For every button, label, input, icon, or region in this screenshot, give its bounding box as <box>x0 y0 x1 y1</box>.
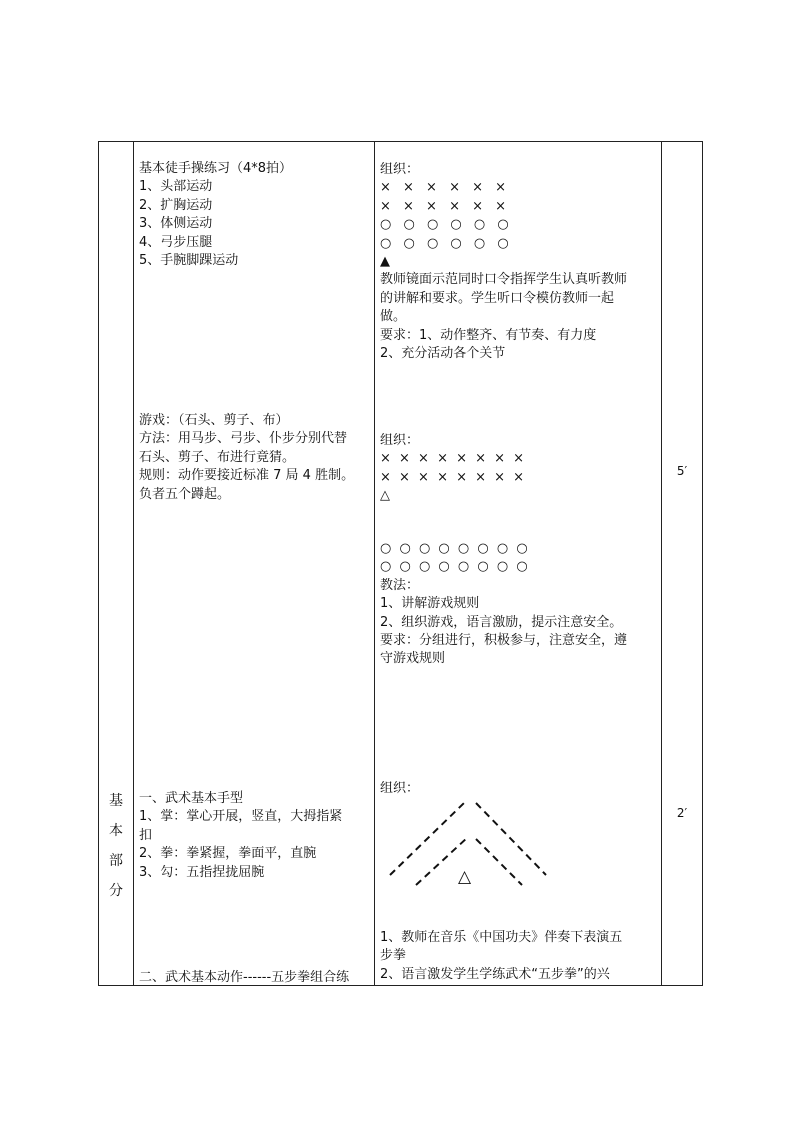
step-text: 1、教师在音乐《中国功夫》伴奏下表演五 <box>380 930 623 945</box>
wushu-hook: 3、勾：五指捏拢屈腕 <box>139 864 265 880</box>
org-block-3 <box>380 780 655 798</box>
game-method: 石头、剪子、布进行竟猜。 <box>139 449 296 465</box>
org-requirement: 要求：1、动作整齐、有节奏、有力度 <box>380 327 597 343</box>
org-description: 的讲解和要求。学生听口令模仿教师一起 <box>380 290 615 306</box>
exercise-item: 1、头部运动 <box>139 179 213 195</box>
section-char: 本 <box>109 823 123 839</box>
exercise-item: 2、扩胸运动 <box>139 197 213 213</box>
wushu-part2-block <box>139 969 368 985</box>
org-requirement: 2、充分活动各个关节 <box>380 346 506 362</box>
teacher-triangle-icon: △ <box>458 867 472 887</box>
org-block-2 <box>380 432 655 506</box>
wushu-block <box>139 790 368 882</box>
method-label: 教法： <box>380 577 420 593</box>
section-char: 基 <box>109 793 123 809</box>
section-char: 分 <box>109 883 123 899</box>
formation-row-x: × × × × × × × × <box>380 451 527 467</box>
content-column <box>133 142 374 985</box>
org-label: 组织： <box>380 433 420 448</box>
org-block-1 <box>380 161 655 363</box>
step-text: 2、语言激发学生学练武术“五步拳”的兴 <box>380 966 610 982</box>
game-rule: 负者五个蹲起。 <box>139 486 231 502</box>
teacher-position <box>458 868 655 886</box>
exercise-item: 4、弓步压腿 <box>139 234 213 250</box>
time-value: 5′ <box>676 464 688 478</box>
game-title: 游戏：（石头、剪子、布） <box>139 413 289 428</box>
formation-row-o: ○ ○ ○ ○ ○ ○ <box>380 235 513 251</box>
teacher-triangle-icon: △ <box>380 488 390 504</box>
time-value: 2′ <box>676 806 688 820</box>
formation-line-outer-right <box>476 803 546 875</box>
game-rule: 规则：动作要接近标准 7 局 4 胜制。 <box>139 468 355 484</box>
wushu-palm: 1、掌：掌心开展，竖直，大拇指紧 <box>139 809 343 825</box>
wushu-palm: 扣 <box>139 827 153 843</box>
wushu-fist: 2、拳：拳紧握，拳面平，直腕 <box>139 846 317 862</box>
org-label: 组织： <box>380 781 420 796</box>
exercise-block <box>139 160 368 270</box>
step-text: 步拳 <box>380 948 407 964</box>
exercise-title: 基本徒手操练习（4*8拍） <box>139 161 293 176</box>
formation-line-outer-left <box>390 803 464 875</box>
org-block-3-steps <box>380 929 655 984</box>
section-char: 部 <box>109 853 123 869</box>
teacher-filled-triangle-icon: ▲ <box>380 254 390 270</box>
org-description: 教师镜面示范同时口令指挥学生认真听教师 <box>380 272 628 288</box>
method-item: 1、讲解游戏规则 <box>380 596 480 612</box>
exercise-item: 3、体侧运动 <box>139 216 213 232</box>
org-label: 组织： <box>380 162 420 177</box>
method-item: 2、组织游戏，语言激励，提示注意安全。 <box>380 614 623 630</box>
game-block <box>139 412 368 504</box>
time-column <box>661 142 703 985</box>
org-requirement: 守游戏规则 <box>380 651 446 667</box>
section-column <box>99 142 133 985</box>
game-method: 方法：用马步、弓步、仆步分别代替 <box>139 431 348 447</box>
formation-row-o: ○ ○ ○ ○ ○ ○ ○ ○ <box>380 541 530 556</box>
formation-row-x: × × × × × × <box>380 198 511 214</box>
formation-row-x: × × × × × × × × <box>380 469 527 485</box>
formation-row-o: ○ ○ ○ ○ ○ ○ ○ ○ <box>380 559 530 575</box>
organization-column <box>374 142 661 985</box>
org-requirement: 要求：分组进行，积极参与，注意安全，遵 <box>380 633 628 649</box>
wushu-title: 一、武术基本手型 <box>139 791 244 806</box>
lesson-plan-table <box>98 141 703 986</box>
section-label <box>99 786 133 906</box>
formation-row-x: × × × × × × <box>380 180 511 196</box>
exercise-item: 5、手腕脚踝运动 <box>139 253 239 269</box>
wushu-part2: 二、武术基本动作------五步拳组合练 <box>139 970 350 985</box>
org-block-2-bottom <box>380 540 655 669</box>
formation-row-o: ○ ○ ○ ○ ○ ○ <box>380 217 513 233</box>
org-description: 做。 <box>380 309 407 325</box>
